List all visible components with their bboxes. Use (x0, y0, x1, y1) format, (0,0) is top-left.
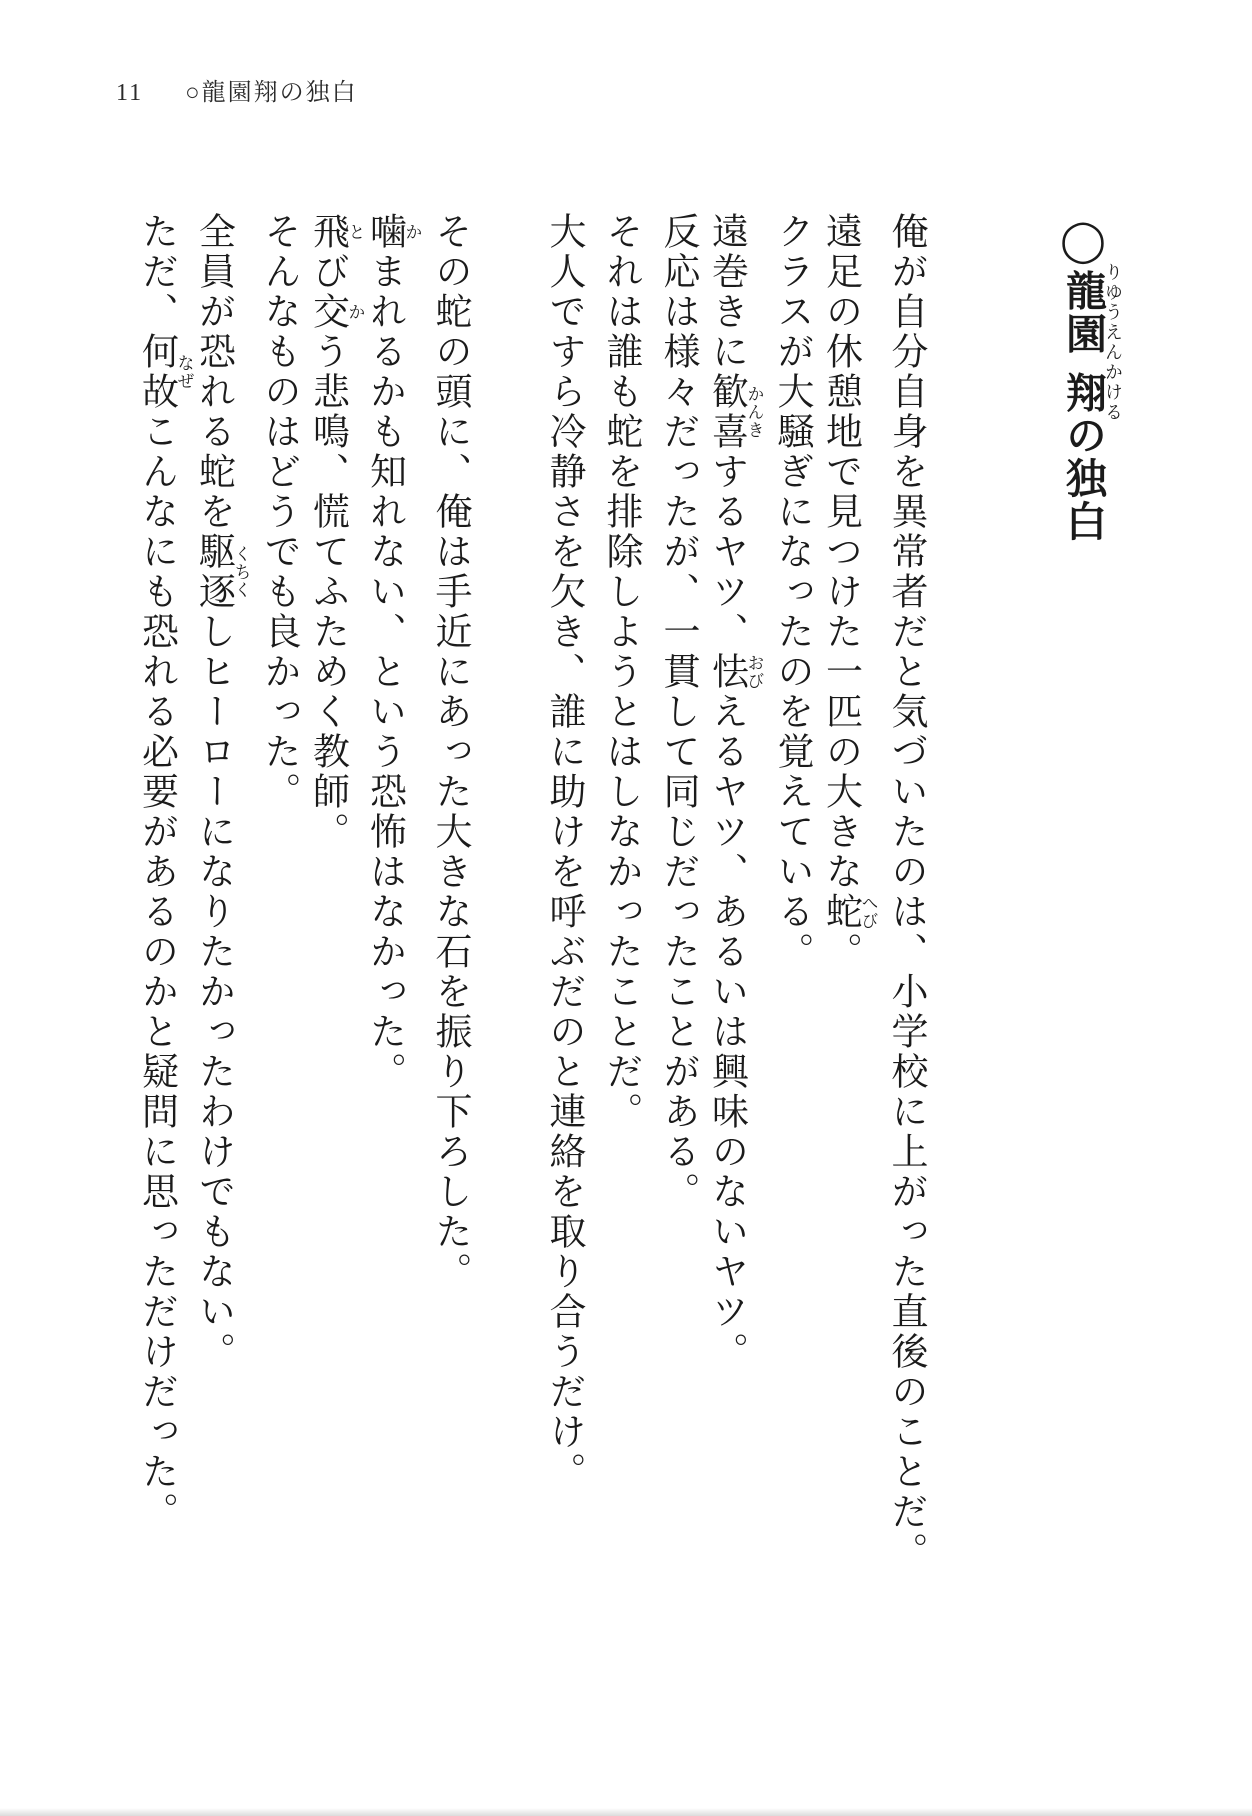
page-number: 11 (116, 80, 144, 106)
text-line: 飛とび交かう悲鳴、慌てふためく教師。 (306, 212, 365, 852)
text-line: 遠巻きに歓喜かんきするヤツ、怯おびえるヤツ、あるいは興味のないヤツ。 (705, 212, 764, 1372)
text-line: それは誰も蛇を排除しようとはしなかったことだ。 (600, 212, 641, 1132)
text-line: 全員が恐れる蛇を駆逐くちくしヒーローになりたかったわけでもない。 (192, 212, 251, 1372)
running-title: ○龍園翔の独白 (185, 80, 358, 106)
text-line: 反応は様々だったが、一貫して同じだったことがある。 (657, 212, 698, 1212)
text-line: ただ、何故なぜこんなにも恐れる必要があるのかと疑問に思っただけだった。 (135, 212, 194, 1532)
text-line: そんなものはどうでも良かった。 (258, 212, 299, 812)
page-header (116, 72, 358, 107)
text-line: 遠足の休憩地で見つけた一匹の大きな蛇へび。 (819, 212, 878, 972)
text-line: その蛇の頭に、俺は手近にあった大きな石を振り下ろした。 (429, 212, 470, 1292)
text-line: 噛かまれるかも知れない、という恐怖はなかった。 (363, 212, 422, 1092)
text-line: クラスが大騒ぎになったのを覚えている。 (771, 212, 812, 972)
text-line: 大人ですら冷静さを欠き、誰に助けを呼ぶだのと連絡を取り合うだけ。 (543, 212, 584, 1492)
chapter-title: ◯龍園りゆうえん翔かけるの独白 (1060, 216, 1123, 543)
page-edge-shadow (0, 1808, 1252, 1816)
text-line: 俺が自分自身を異常者だと気づいたのは、小学校に上がった直後のことだ。 (885, 212, 926, 1572)
